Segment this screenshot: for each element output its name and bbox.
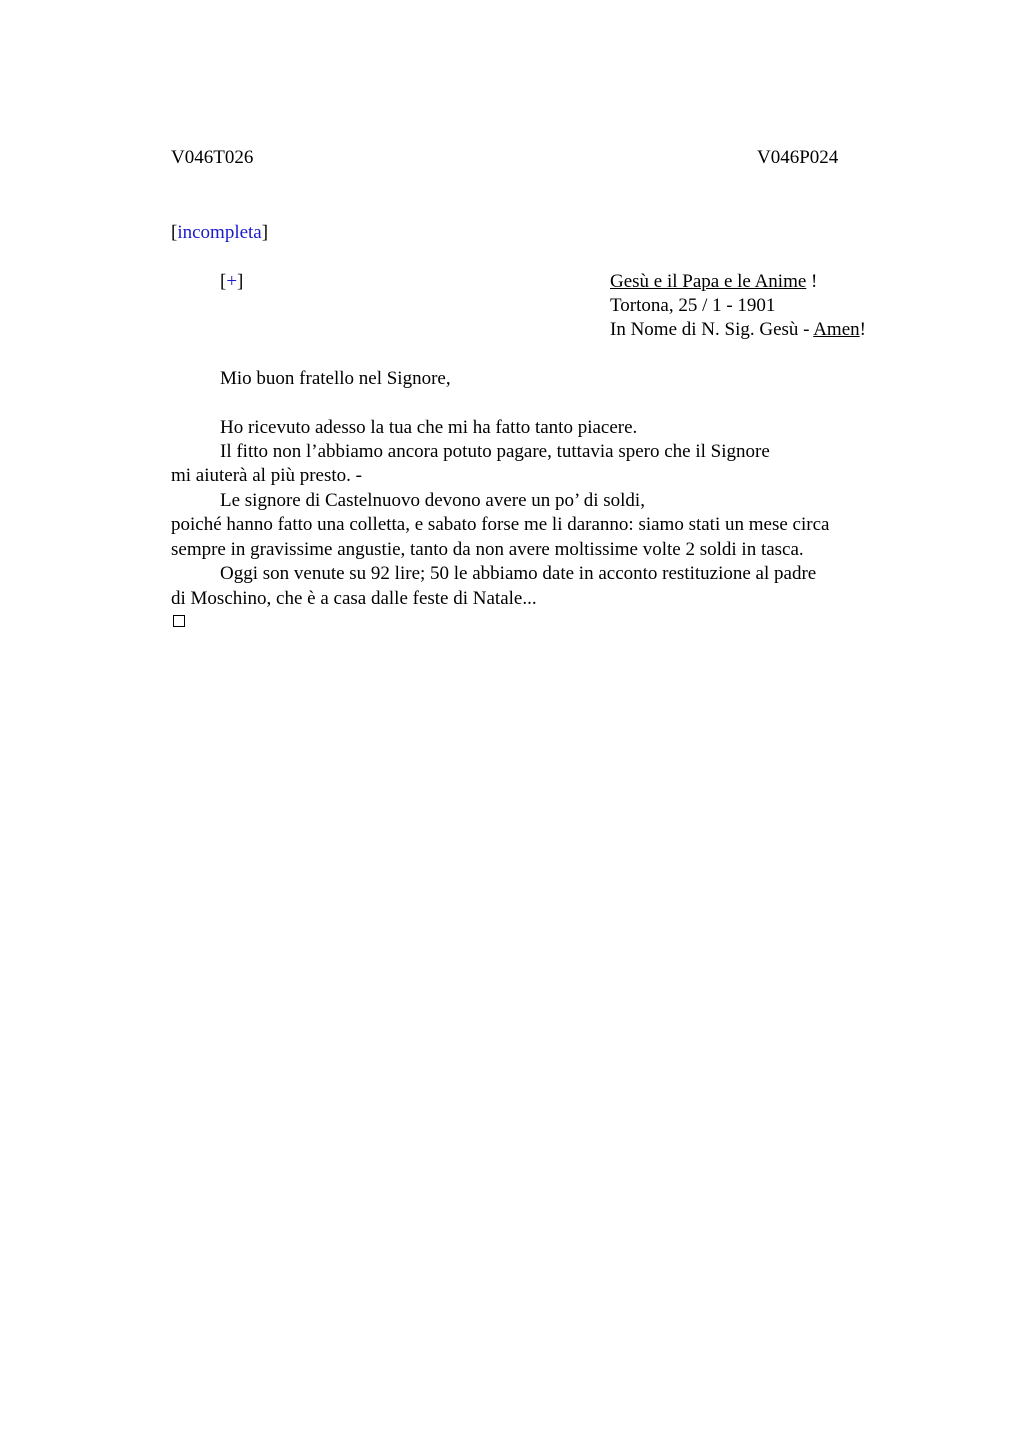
body-line: poiché hanno fatto una colletta, e sabato forse me li daranno: siamo stati un mese circa [171,514,830,535]
body-line: Il fitto non l’abbiamo ancora potuto pagare, tuttavia spero che il Signore [220,441,770,462]
place-date: Tortona, 25 / 1 - 1901 [610,295,776,316]
motto-tail: ! [806,271,818,292]
status-open-bracket: [ [171,222,178,243]
cross-symbol-link[interactable]: + [226,271,238,292]
document-code-left: V046T026 [171,147,254,168]
motto-underlined: Gesù e il Papa e le Anime [610,271,807,292]
cross-close-bracket: ] [237,271,244,292]
body-line: Ho ricevuto adesso la tua che mi ha fatto tanto piacere. [220,417,638,438]
salutation: Mio buon fratello nel Signore, [220,368,451,389]
body-line: Le signore di Castelnuovo devono avere un po’ di soldi, [220,490,645,511]
status-note [171,221,268,245]
invocation-prefix: In Nome di N. Sig. Gesù - [610,319,814,340]
document-code-right: V046P024 [757,147,839,168]
cross-mark [220,270,243,294]
body-line: mi aiuterà al più presto. - [171,465,362,486]
invocation-tail: ! [859,319,866,340]
body-line: sempre in gravissime angustie, tanto da non avere moltissime volte 2 soldi in tasca. [171,539,804,560]
body-line: di Moschino, che è a casa dalle feste di Natale... [171,588,537,609]
status-label-link[interactable]: incompleta [177,222,262,243]
motto-line [610,270,817,294]
invocation-line [610,318,866,342]
end-of-text-box [173,615,185,627]
body-line: Oggi son venute su 92 lire; 50 le abbiamo date in acconto restituzione al padre [220,563,817,584]
status-close-bracket: ] [261,222,269,243]
invocation-underlined: Amen [813,319,860,340]
cross-open-bracket: [ [220,271,227,292]
